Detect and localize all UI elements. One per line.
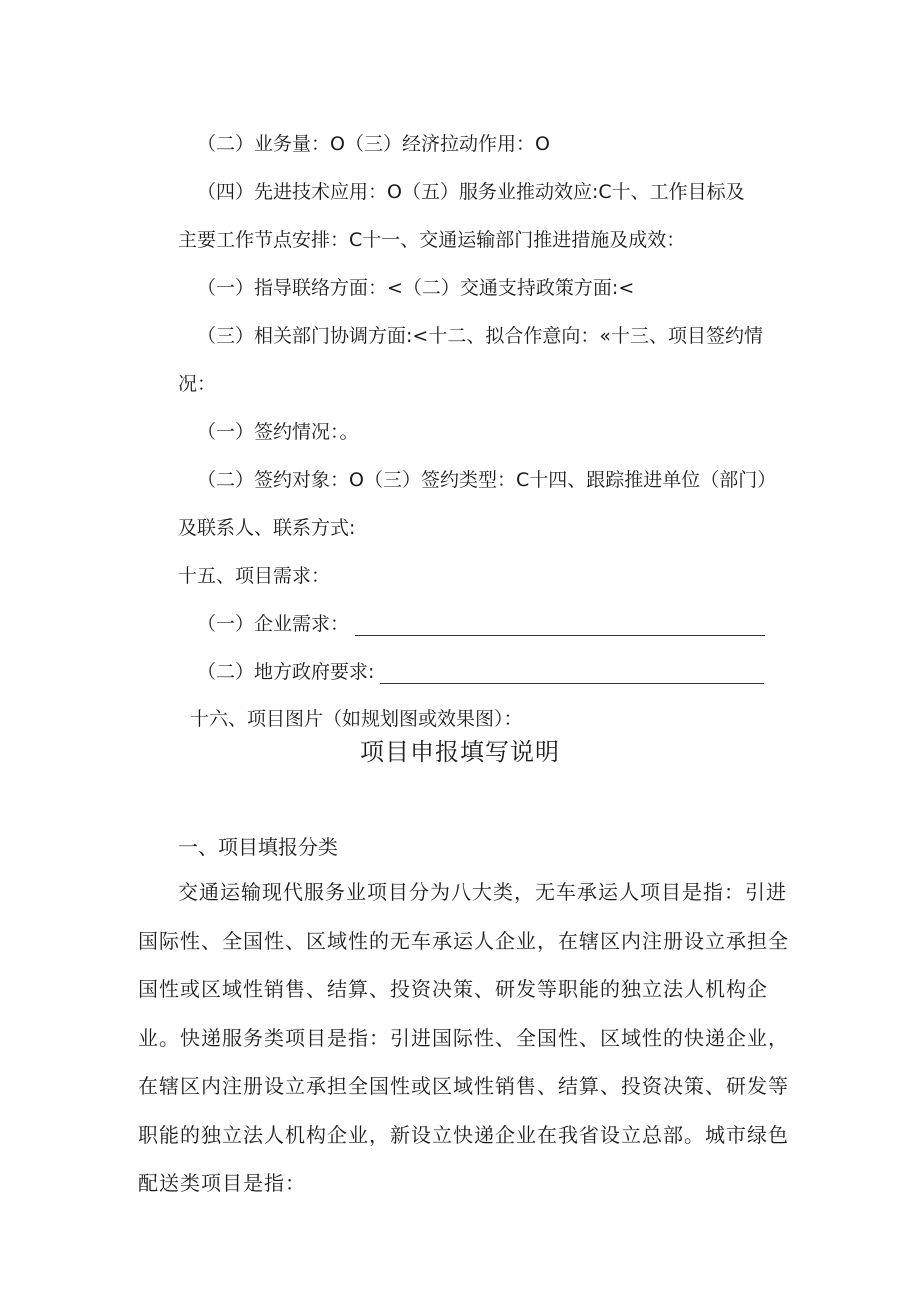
form-line-guidance: （一）指导联络方面：<（二）交通支持政策方面:< — [197, 277, 635, 299]
form-line-project-images: 十六、项目图片（如规划图或效果图）： — [190, 708, 523, 730]
government-requirements-blank[interactable] — [380, 665, 764, 684]
section1-paragraph: 交通运输现代服务业项目分为八大类，无车承运人项目是指：引进国际性、全国性、区域性的无车承运人企业，在辖区内注册设立承担全国性或区域性销售、结算、投资决策、研发等职能的独立法人机构企业。快递服务类项目是指：引进国际性、全国性、区域性的快递企业，在辖区内注册设立承担全国性或区域性销售、结算、投资决策、研发等职能的独立法人机构企业，新设立快递企业在我省设立总部。城市绿色配送类项目是指： — [138, 880, 789, 1195]
form-line-needs-heading: 十五、项目需求： — [178, 565, 331, 587]
section1-heading: 一、项目填报分类 — [178, 835, 338, 859]
form-line-work-schedule: 主要工作节点安排：C十一、交通运输部门推进措施及成效： — [178, 229, 686, 251]
enterprise-needs-label: （一）企业需求： — [197, 613, 350, 635]
form-line-enterprise-needs — [197, 612, 765, 636]
section1-body — [138, 868, 798, 1208]
enterprise-needs-blank[interactable] — [355, 617, 765, 636]
form-line-tech-application: （四）先进技术应用：O（五）服务业推动效应:C十、工作目标及 — [197, 181, 745, 203]
form-line-coordination: （三）相关部门协调方面:<十二、拟合作意向：«十三、项目签约情 — [197, 325, 763, 347]
form-line-signing: （一）签约情况：。 — [197, 421, 359, 443]
form-line-government-requirements — [197, 660, 764, 684]
government-requirements-label: （二）地方政府要求: — [197, 661, 375, 683]
instructions-title: 项目申报填写说明 — [360, 738, 560, 766]
form-line-signing-status: 况： — [178, 373, 217, 395]
form-line-business-volume: （二）业务量：O（三）经济拉动作用：O — [197, 133, 550, 155]
form-line-contact: 及联系人、联系方式: — [178, 517, 356, 539]
form-line-signing-target: （二）签约对象：O（三）签约类型：C十四、跟踪推进单位（部门） — [197, 469, 777, 491]
